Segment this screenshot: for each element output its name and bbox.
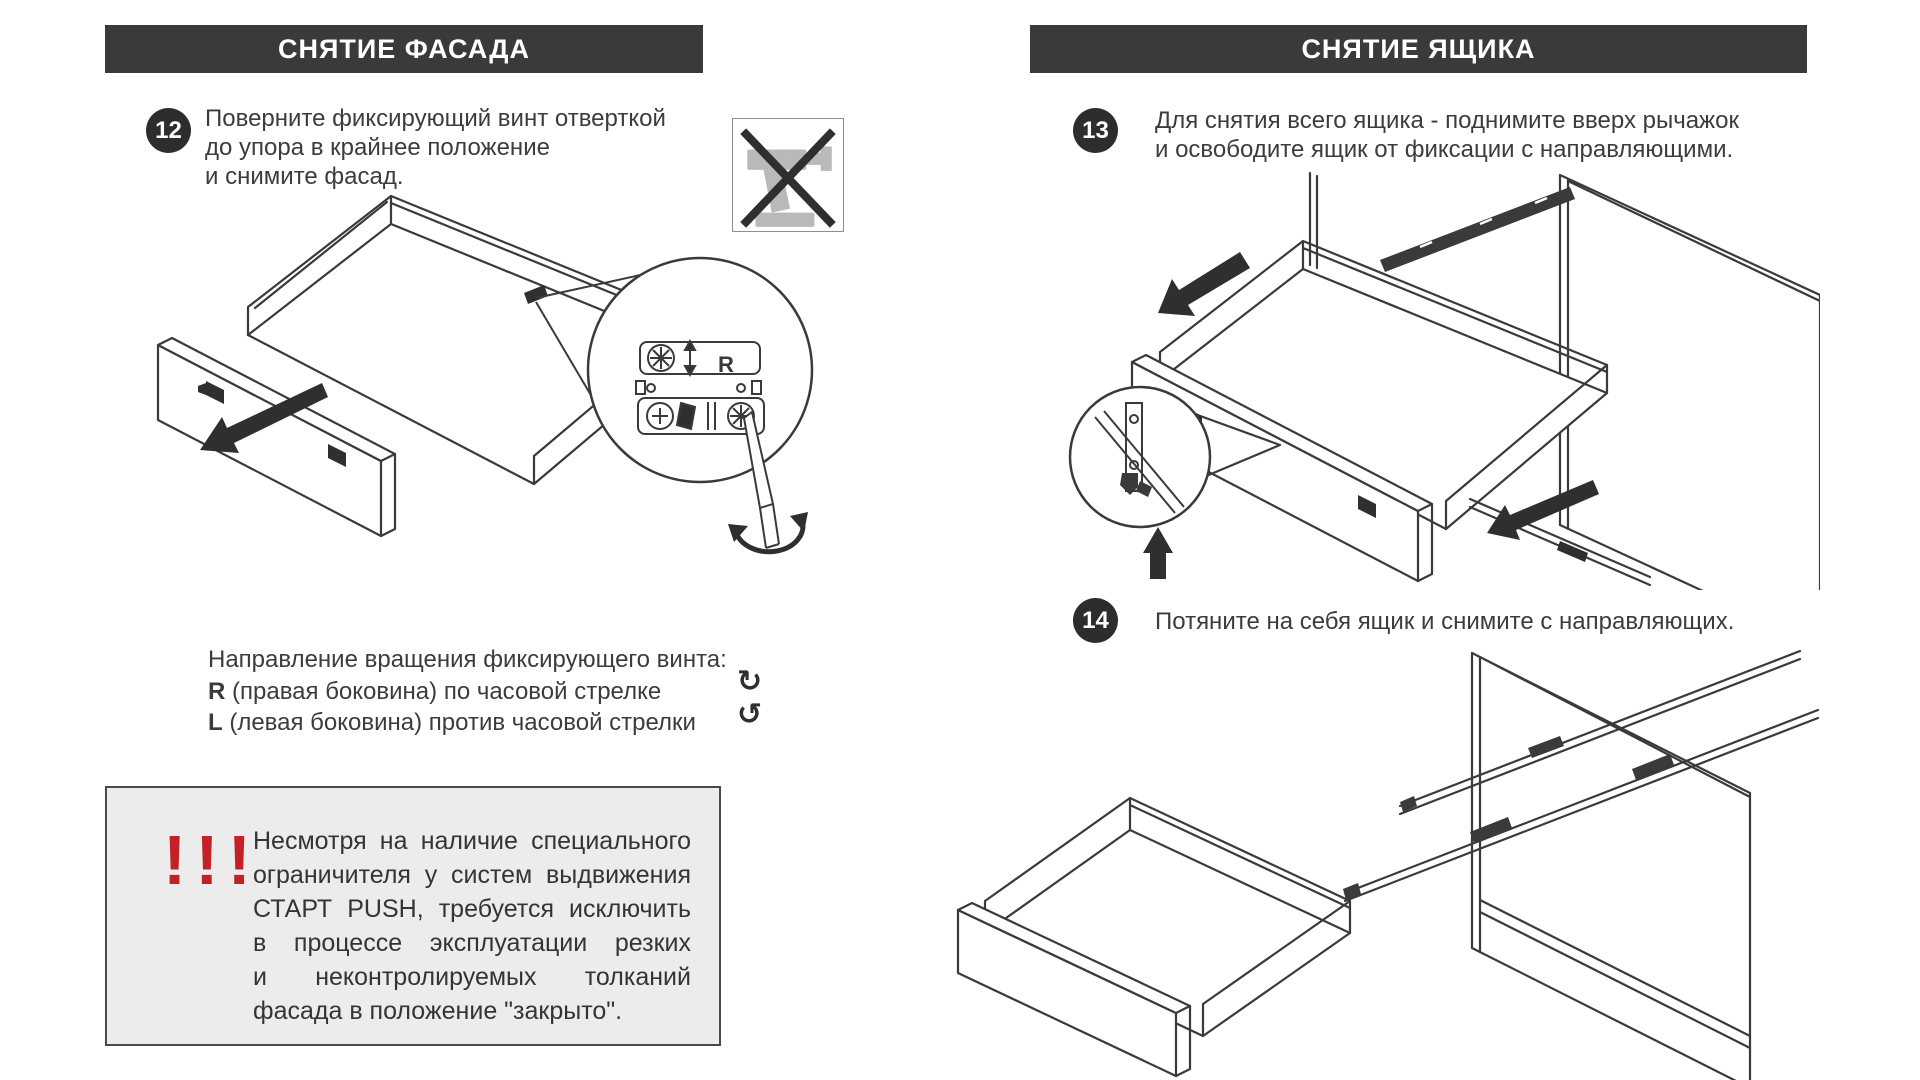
warning-line4: в процессе эксплуатации резких	[253, 929, 691, 957]
step-14-text: Потяните на себя ящик и снимите с направляющих.	[1155, 608, 1735, 635]
drawer-release-diagram	[1040, 165, 1820, 590]
warning-line6: фасада в положение "закрыто".	[253, 997, 623, 1025]
step-12-line1: Поверните фиксирующий винт отверткой	[205, 105, 666, 132]
step-12-line3: и снимите фасад.	[205, 163, 404, 190]
clockwise-icon: ↻	[737, 664, 763, 699]
step-14-badge	[1073, 598, 1118, 643]
warning-line1: Несмотря на наличие специального	[253, 827, 691, 855]
rotation-title: Направление вращения фиксирующего винта:	[208, 646, 727, 673]
right-section-title: СНЯТИЕ ЯЩИКА	[1301, 33, 1536, 64]
rotation-r-line	[208, 677, 661, 706]
warning-line2: ограничителя у систем выдвижения	[253, 861, 691, 889]
counterclockwise-icon: ↺	[737, 697, 763, 732]
warning-text	[253, 824, 691, 1028]
step-13-line1: Для снятия всего ящика - поднимите вверх рычажок	[1155, 107, 1739, 134]
warning-line5: и неконтролируемых толканий	[253, 963, 691, 991]
magnifier-circle	[588, 258, 812, 482]
step-12-number: 12	[155, 116, 182, 144]
rotation-l-text: (левая боковина) против часовой стрелки	[222, 709, 696, 736]
left-section-header	[105, 25, 703, 73]
step-13-text	[1155, 106, 1739, 164]
rotation-l-line	[208, 708, 696, 737]
drawer-removed-diagram	[930, 648, 1820, 1080]
rotation-r-prefix: R	[208, 678, 226, 705]
detail-r-label: R	[718, 352, 734, 377]
warning-box	[105, 786, 721, 1046]
step-13-number: 13	[1082, 116, 1109, 144]
left-section-title: СНЯТИЕ ФАСАДА	[277, 33, 531, 64]
warning-exclamation-marks: !!!	[163, 821, 260, 899]
remove-arrow-upper	[1158, 252, 1250, 316]
step-12-line2: до упора в крайнее положение	[205, 134, 550, 161]
rotation-r-text: (правая боковина) по часовой стрелке	[225, 678, 662, 705]
rotation-l-prefix: L	[208, 709, 223, 736]
removed-drawer-box	[958, 798, 1350, 1076]
step-13-badge	[1073, 108, 1118, 153]
lift-lever-up-arrow	[1143, 527, 1173, 579]
latch-magnifier-circle	[1070, 387, 1210, 527]
warning-line3: СТАРТ PUSH, требуется исключить	[253, 895, 691, 923]
step-12-badge	[146, 108, 191, 153]
facade-removal-diagram	[100, 150, 820, 620]
step-13-line2: и освободите ящик от фиксации с направляющими.	[1155, 136, 1734, 163]
right-section-header	[1030, 25, 1807, 73]
step-14-number: 14	[1082, 606, 1109, 634]
